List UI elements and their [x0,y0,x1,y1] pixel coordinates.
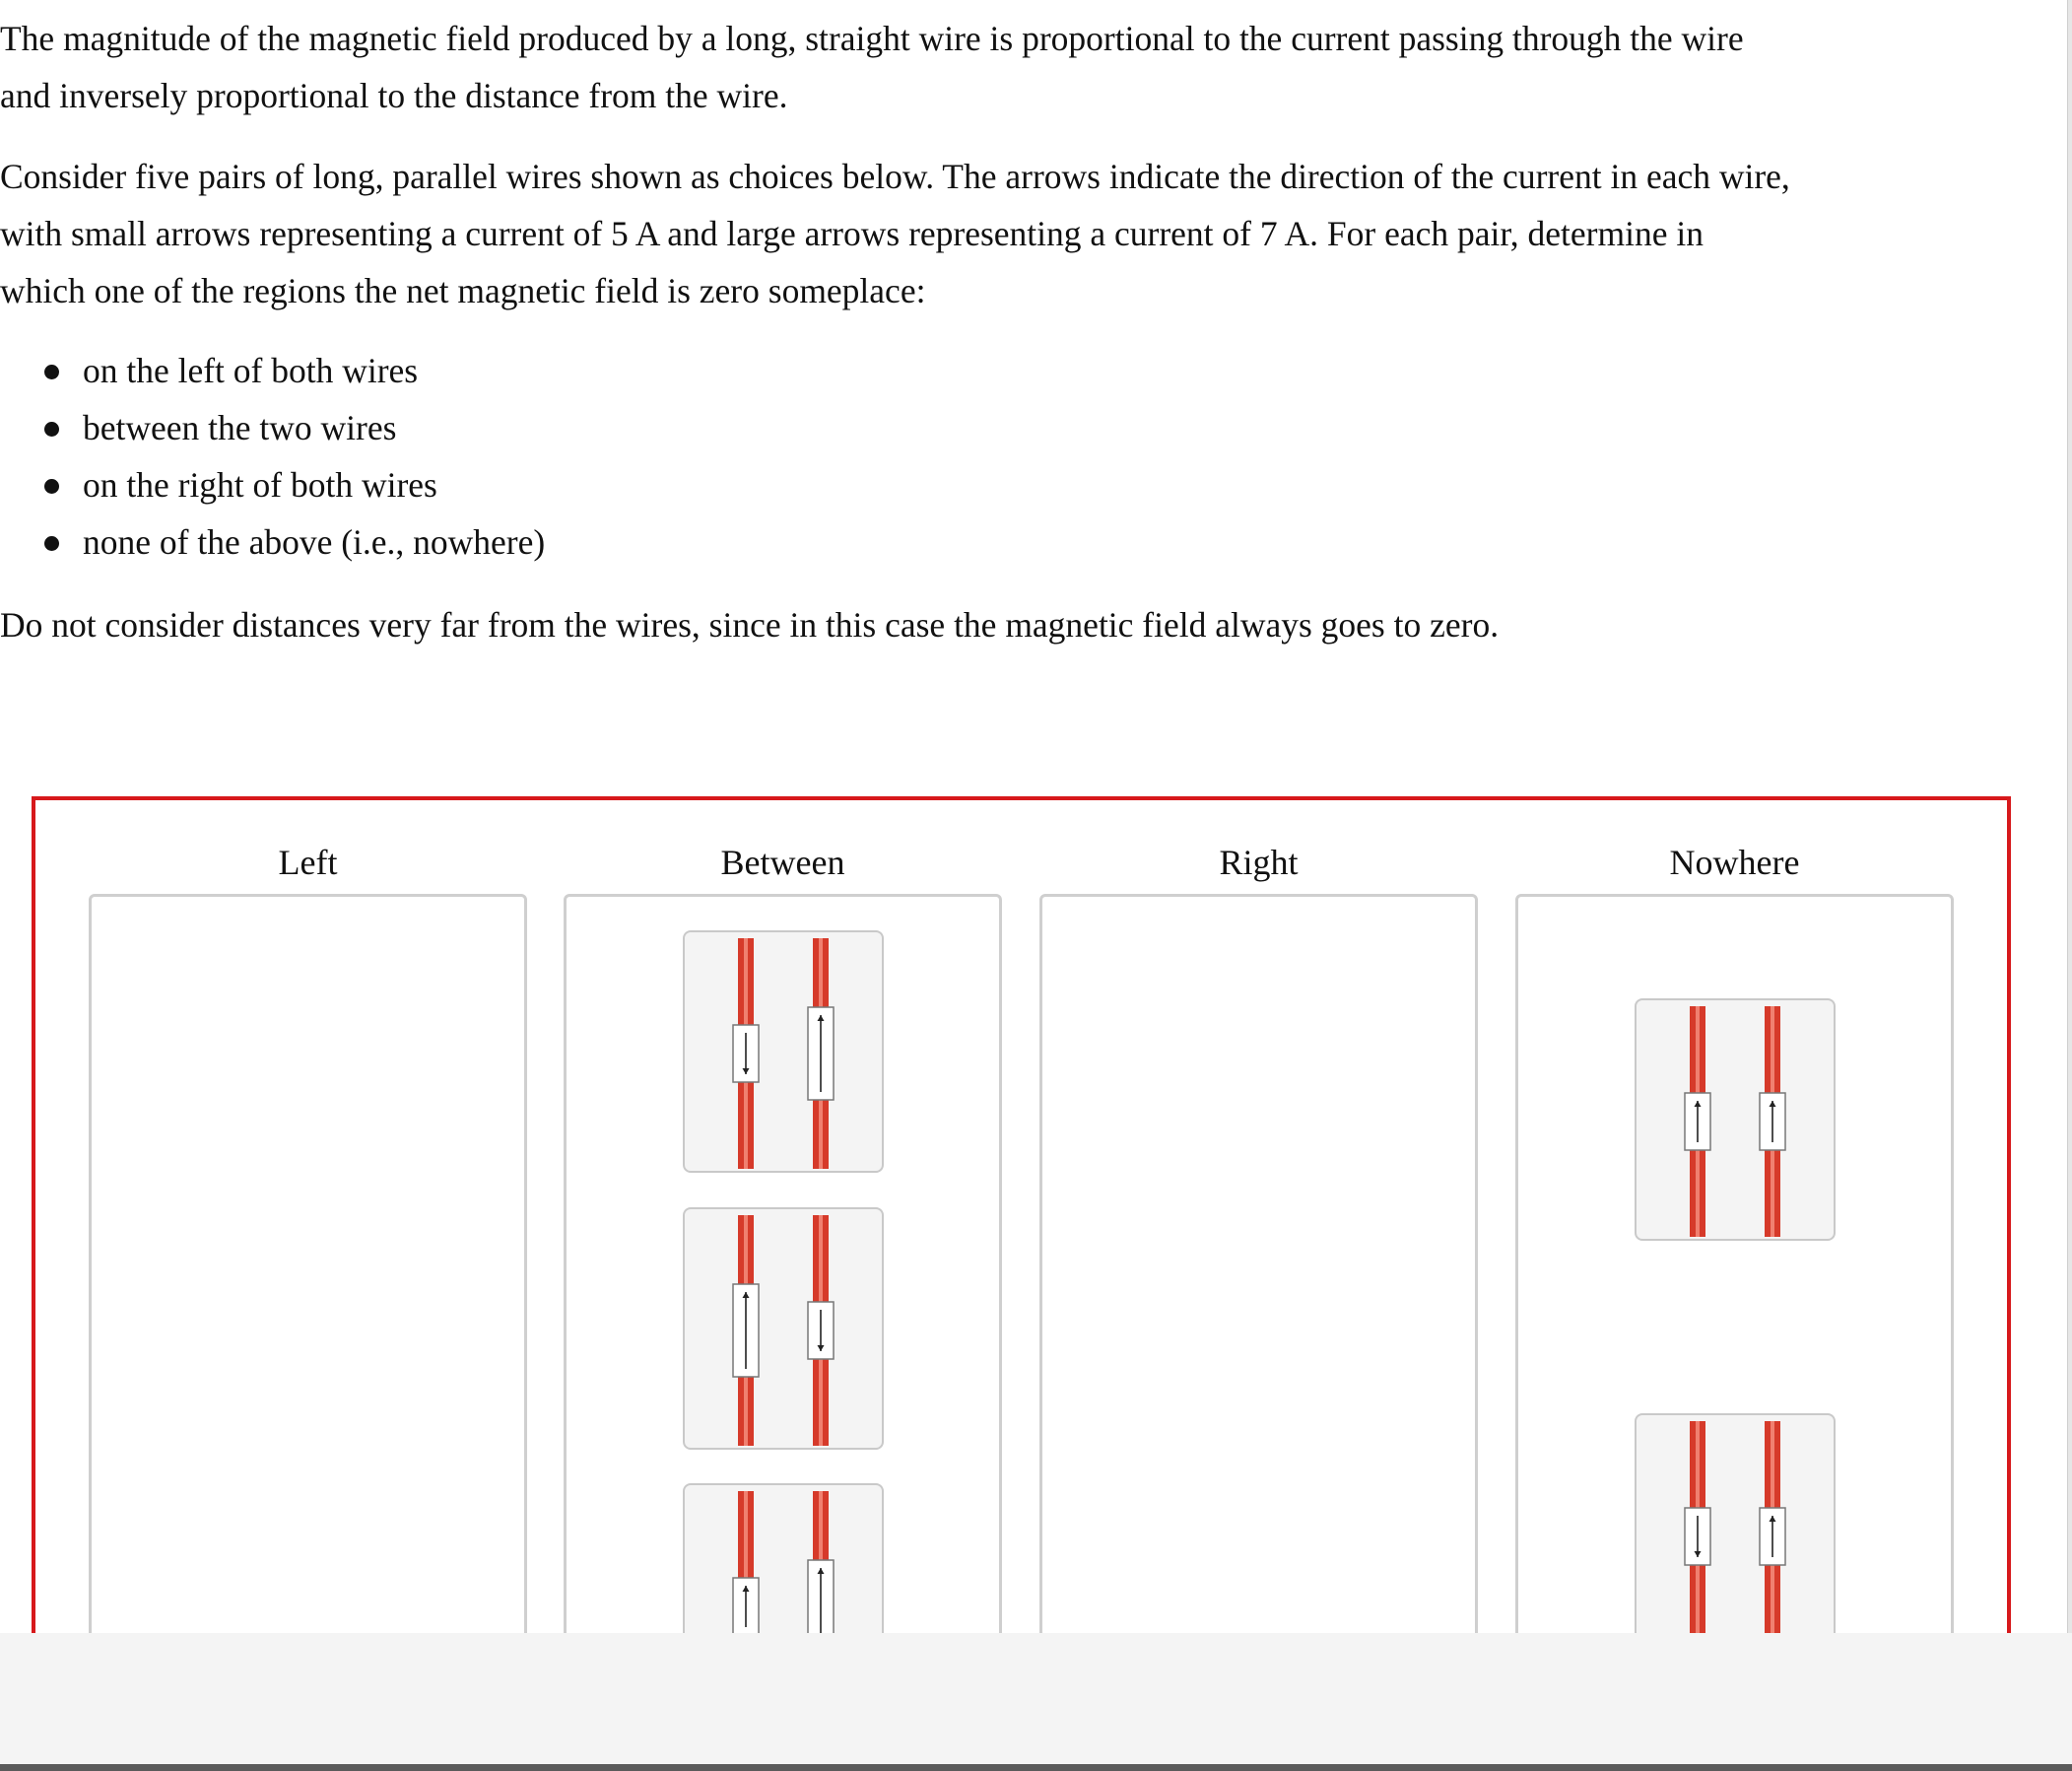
wire-pair-diagram [1637,1415,1836,1633]
wire-left [733,1491,759,1633]
intro-line: The magnitude of the magnetic field produced by a long, straight wire is proportional to the current passing through the wire [0,19,1744,58]
bin-label-left: Left [278,843,338,882]
wire-right [808,1491,834,1633]
wire-left [1685,1006,1710,1237]
bullet-item: between the two wires [0,399,545,456]
wire-pair-diagram [685,932,884,1173]
wire-pair-diagram [685,1209,884,1450]
answer-area-border-right [2007,796,2011,1633]
bullet-item: on the right of both wires [0,456,545,513]
wire-right [1760,1421,1785,1633]
instructions-line: Consider five pairs of long, parallel wires shown as choices below. The arrows indicate the direction of the current in each wire, [0,157,1790,196]
wire-pair-diagram [1637,1000,1836,1241]
wire-pair-card[interactable] [683,1483,884,1633]
bin-label-right: Right [1219,843,1299,882]
wire-pair-card[interactable] [683,930,884,1173]
wire-left [733,938,759,1169]
wire-left [733,1215,759,1446]
bullet-item: none of the above (i.e., nowhere) [0,513,545,571]
intro-paragraph [0,10,1744,124]
bullet-item: on the left of both wires [0,342,545,399]
footer-bar [0,1633,2072,1764]
drop-bin-right[interactable] [1039,894,1478,1633]
scrollbar[interactable] [2067,0,2072,1633]
drop-bin-left[interactable] [89,894,527,1633]
instructions-line: which one of the regions the net magnetic field is zero someplace: [0,271,926,310]
wire-pair-card[interactable] [1635,998,1836,1241]
region-options-list [0,342,545,571]
wire-pair-diagram [685,1485,884,1633]
wire-left [1685,1421,1710,1633]
bin-label-nowhere: Nowhere [1669,843,1800,882]
wire-pair-card[interactable] [683,1207,884,1450]
instructions-line: with small arrows representing a current of 5 A and large arrows representing a current of 7 A. For each pair, determine in [0,214,1704,253]
intro-line: and inversely proportional to the distance from the wire. [0,76,788,115]
bin-label-between: Between [720,843,845,882]
wire-right [1760,1006,1785,1237]
wire-right [808,1215,834,1446]
instructions-paragraph [0,148,1790,319]
footer-divider [0,1764,2072,1771]
wire-pair-card[interactable] [1635,1413,1836,1633]
note-paragraph: Do not consider distances very far from the wires, since in this case the magnetic field always goes to zero. [0,605,1500,645]
wire-right [808,938,834,1169]
